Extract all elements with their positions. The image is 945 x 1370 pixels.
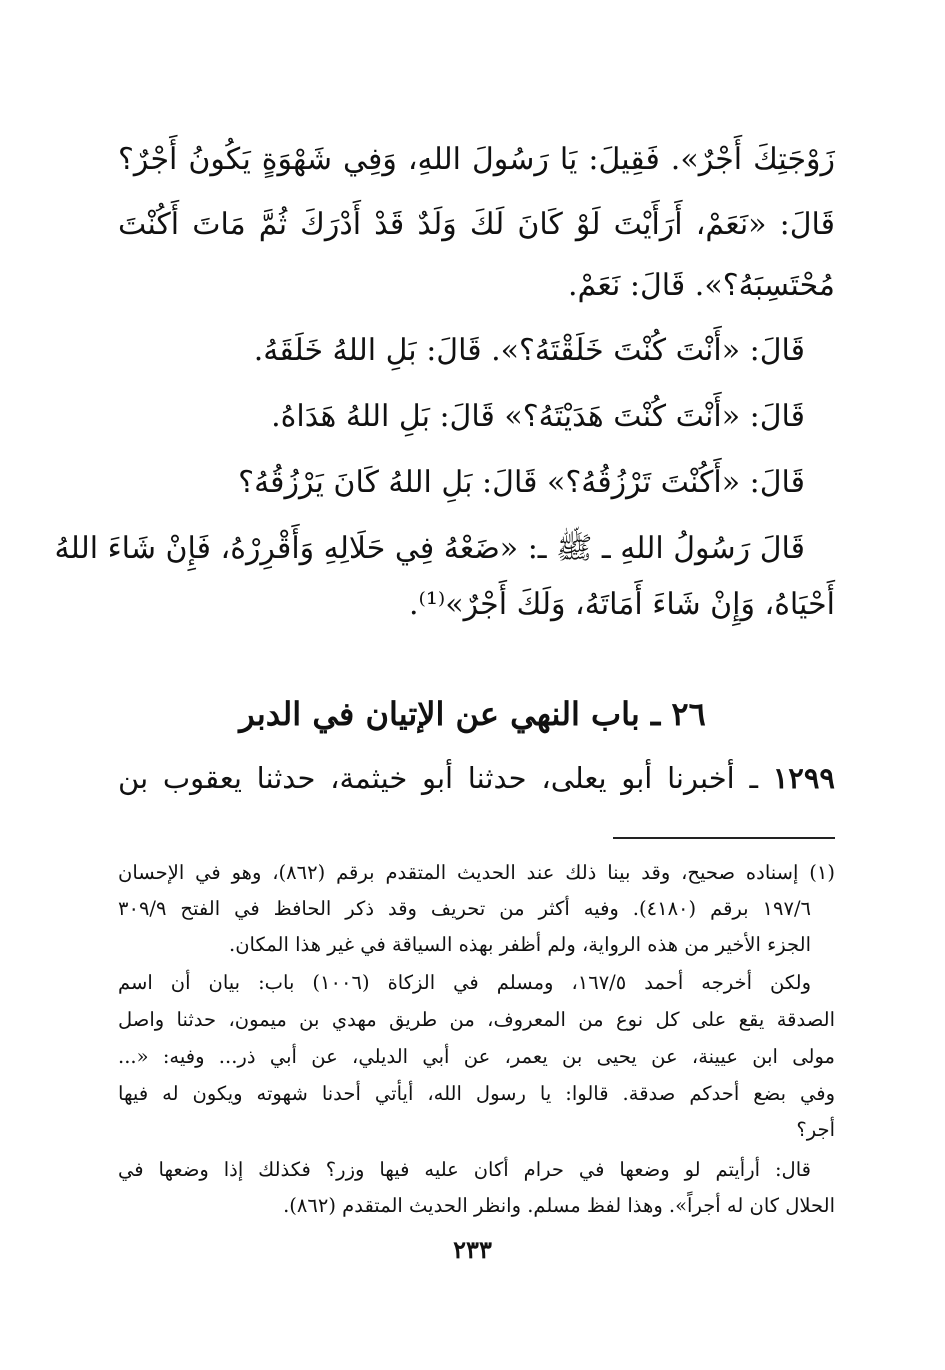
body-line-7: قَالَ رَسُولُ اللهِ ـ ﷺ ـ: «ضَعْهُ فِي حَلَالِهِ وَأَقْرِرْهُ، فَإِنْ شَاءَ اللهُ	[54, 531, 805, 566]
footnote-line-6: مولى ابن عيينة، عن يحيى بن يعمر، عن أبي الديلي، عن أبي ذر... وفيه: «...	[118, 1045, 835, 1068]
footnote-line-9: قال: أرأيتم لو وضعها في حرام أكان عليه فيها وزر؟ فكذلك إذا وضعها في	[118, 1158, 811, 1181]
body-line-8: أَحْيَاهُ، وَإِنْ شَاءَ أَمَاتَهُ، وَلَكَ أَجْرٌ»⁽¹⁾.	[408, 587, 835, 622]
body-line-4: قَالَ: «أَنْتَ كُنْتَ خَلَقْتَهُ؟». قَالَ: بَلِ اللهُ خَلَقَهُ.	[253, 333, 805, 368]
hadith-text: ـ أخبرنا أبو يعلى، حدثنا أبو خيثمة، حدثنا يعقوب بن	[118, 761, 773, 795]
body-line-3: مُحْتَسِبَهُ؟». قَالَ: نَعَمْ.	[568, 268, 835, 303]
body-line-6: قَالَ: «أَكُنْتَ تَرْزُقُهُ؟» قَالَ: بَلِ اللهُ كَانَ يَرْزُقُهُ؟	[238, 465, 805, 500]
footnote-line-2: ١٩٧/٦ برقم (٤١٨٠). وفيه أكثر من تحريف وقد ذكر الحافظ في الفتح ٣٠٩/٩	[118, 897, 812, 920]
footnote-line-1: (١) إسناده صحيح، وقد بينا ذلك عند الحديث المتقدم برقم (٨٦٢)، وهو في الإحسان	[118, 861, 835, 884]
footnote-line-7: وفي بضع أحدكم صدقة. قالوا: يا رسول الله، أيأتي أحدنا شهوته ويكون له فيها	[118, 1082, 835, 1105]
footnote-line-10: الحلال كان له أجراً». وهذا لفظ مسلم. وانظر الحديث المتقدم (٨٦٢).	[283, 1194, 835, 1217]
page-number: ٢٣٣	[453, 1235, 492, 1264]
footnote-separator	[613, 837, 835, 839]
chapter-title: ٢٦ ـ باب النهي عن الإتيان في الدبر	[239, 695, 706, 733]
body-line-1: زَوْجَتِكَ أَجْرٌ». فَقِيلَ: يَا رَسُولَ اللهِ، وَفِي شَهْوَةٍ يَكُونُ أَجْرٌ؟	[118, 142, 835, 177]
hadith-opening	[118, 758, 835, 798]
body-line-5: قَالَ: «أَنْتَ كُنْتَ هَدَيْتَهُ؟» قَالَ: بَلِ اللهُ هَدَاهُ.	[271, 399, 805, 434]
footnote-line-8: أجر؟	[796, 1118, 835, 1141]
hadith-number: ١٢٩٩	[772, 761, 835, 795]
footnote-line-5: الصدقة يقع على كل نوع من المعروف، من طريق مهدي بن ميمون، حدثنا واصل	[118, 1008, 835, 1031]
footnote-line-4: ولكن أخرجه أحمد ١٦٧/٥، ومسلم في الزكاة (١٠٠٦) باب: بيان أن اسم	[118, 971, 811, 994]
body-line-2: قَالَ: «نَعَمْ، أَرَأَيْتَ لَوْ كَانَ لَكَ وَلَدٌ قَدْ أَدْرَكَ ثُمَّ مَاتَ أَكُنْتَ	[118, 207, 835, 242]
footnote-line-3: الجزء الأخير من هذه الرواية، ولم أظفر بهذه السياقة في غير هذا المكان.	[229, 933, 811, 956]
